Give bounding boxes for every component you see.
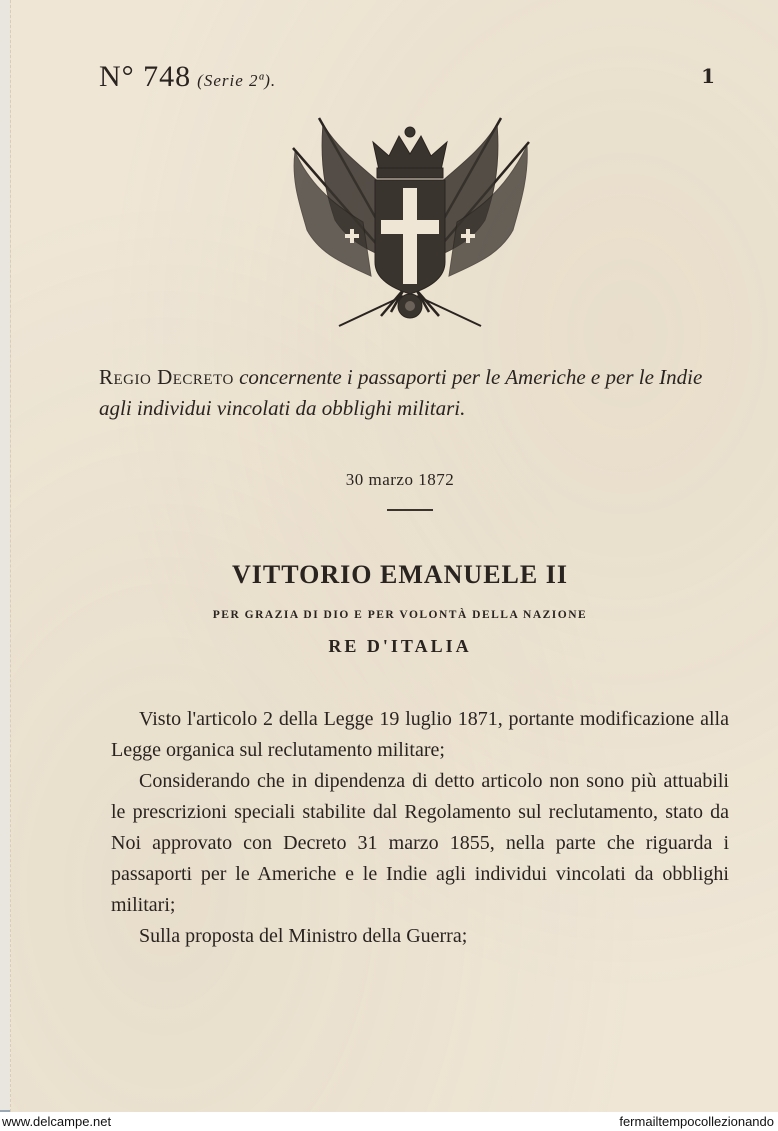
decree-title-prefix: Regio Decreto (99, 365, 234, 389)
decree-number-value: N° 748 (99, 60, 192, 93)
page-number: 1 (701, 64, 715, 88)
savoy-coat-of-arms-icon (279, 112, 541, 334)
sovereign-grace: PER GRAZIA DI DIO E PER VOLONTÀ DELLA NAZIONE (212, 609, 588, 621)
divider (387, 509, 433, 511)
paragraph: Considerando che in dipendenza di detto articolo non sono più attuabili le prescrizioni speciali stabilite dal Regolamento sul reclutamento, stato da Noi approvato con Decreto 31 marzo 1855, nella parte che riguarda i passaporti per le Americhe e le Indie agli individui vincolati da obblighi militari; (111, 770, 729, 916)
paragraph: Visto l'articolo 2 della Legge 19 luglio 1871, portante modificazione alla Legge organica sul reclutamento militare; (111, 708, 729, 761)
document-page (10, 0, 778, 1112)
sovereign-name: VITTORIO EMANUELE II (232, 560, 568, 589)
decree-date: 30 marzo 1872 (345, 470, 455, 489)
decree-number (99, 60, 276, 94)
decree-title-text: concernente i passaporti per le Americhe e per le Indie agli individui vincolati da obblighi militari. (99, 365, 703, 420)
sovereign-title: RE D'ITALIA (328, 636, 472, 656)
watermark-left: www.delcampe.net (2, 1114, 112, 1129)
decree-body (111, 704, 729, 952)
serie-label: (Serie 2ª). (197, 71, 277, 90)
paragraph: Sulla proposta del Ministro della Guerra; (139, 925, 468, 947)
decree-title (99, 362, 721, 424)
watermark-right: fermailtempocollezionando (619, 1114, 774, 1129)
watermark-bar (0, 1112, 778, 1131)
